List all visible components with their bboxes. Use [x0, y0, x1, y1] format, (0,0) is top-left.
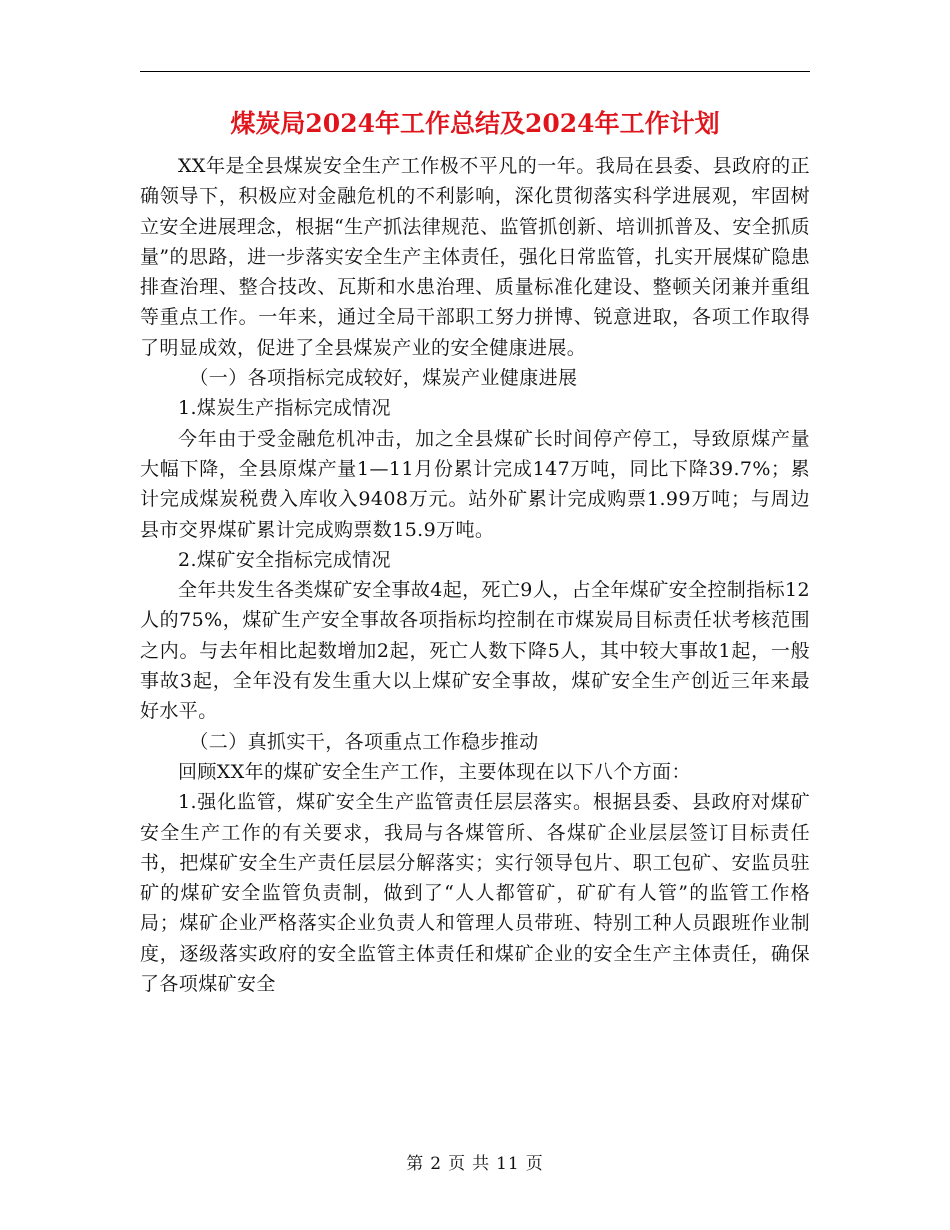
- footer-total-label: 共: [472, 1154, 491, 1174]
- header-rule: [140, 71, 810, 72]
- footer-page-label: 页: [448, 1154, 467, 1174]
- paragraph: 回顾XX年的煤矿安全生产工作，主要体现在以下八个方面：: [178, 760, 691, 783]
- subsection-heading: 2.煤矿安全指标完成情况: [178, 548, 391, 571]
- footer-suffix: 页: [525, 1154, 544, 1174]
- document-body: [140, 151, 810, 999]
- footer-prefix: 第: [406, 1154, 425, 1174]
- document-title: 煤炭局2024年工作总结及2024年工作计划: [230, 109, 720, 138]
- footer-total-pages: 11: [496, 1154, 520, 1174]
- paragraph: XX年是全县煤炭安全生产工作极不平凡的一年。我局在县委、县政府的正确领导下，积极应对金融危机的不利影响，深化贯彻落实科学进展观，牢固树立安全进展理念，根据“生产抓法律规范、监管抓创新、培训抓普及、安全抓质量”的思路，进一步落实安全生产主体责任，强化日常监管，扎实开展煤矿隐患排查治理、整合技改、瓦斯和水患治理、质量标准化建设、整顿关闭兼并重组等重点工作。一年来，通过全局干部职工努力拼博、锐意进取，各项工作取得了明显成效，促进了全县煤炭产业的安全健康进展。: [140, 155, 810, 359]
- paragraph: 今年由于受金融危机冲击，加之全县煤矿长时间停产停工，导致原煤产量大幅下降，全县原煤产量1—11月份累计完成147万吨，同比下降39.7%；累计完成煤炭税费入库收入9408万元。站外矿累计完成购票1.99万吨；与周边县市交界煤矿累计完成购票数15.9万吨。: [140, 427, 810, 541]
- section-heading: （一）各项指标完成较好，煤炭产业健康进展: [189, 367, 578, 390]
- paragraph: 全年共发生各类煤矿安全事故4起，死亡9人，占全年煤矿安全控制指标12人的75%，煤矿生产安全事故各项指标均控制在市煤炭局目标责任状考核范围之内。与去年相比起数增加2起，死亡人数下降5人，其中较大事故1起，一般事故3起，全年没有发生重大以上煤矿安全事故，煤矿安全生产创近三年来最好水平。: [140, 579, 810, 723]
- section-heading: （二）真抓实干，各项重点工作稳步推动: [189, 730, 539, 753]
- subsection-heading: 1.煤炭生产指标完成情况: [178, 397, 391, 420]
- page-footer: [0, 1152, 950, 1176]
- footer-page-number: 2: [430, 1154, 443, 1174]
- paragraph: 1.强化监管，煤矿安全生产监管责任层层落实。根据县委、县政府对煤矿安全生产工作的有关要求，我局与各煤管所、各煤矿企业层层签订目标责任书，把煤矿安全生产责任层层分解落实；实行领导包片、职工包矿、安监员驻矿的煤矿安全监管负责制，做到了“人人都管矿，矿矿有人管”的监管工作格局；煤矿企业严格落实企业负责人和管理人员带班、特别工种人员跟班作业制度，逐级落实政府的安全监管主体责任和煤矿企业的安全生产主体责任，确保了各项煤矿安全: [140, 791, 810, 996]
